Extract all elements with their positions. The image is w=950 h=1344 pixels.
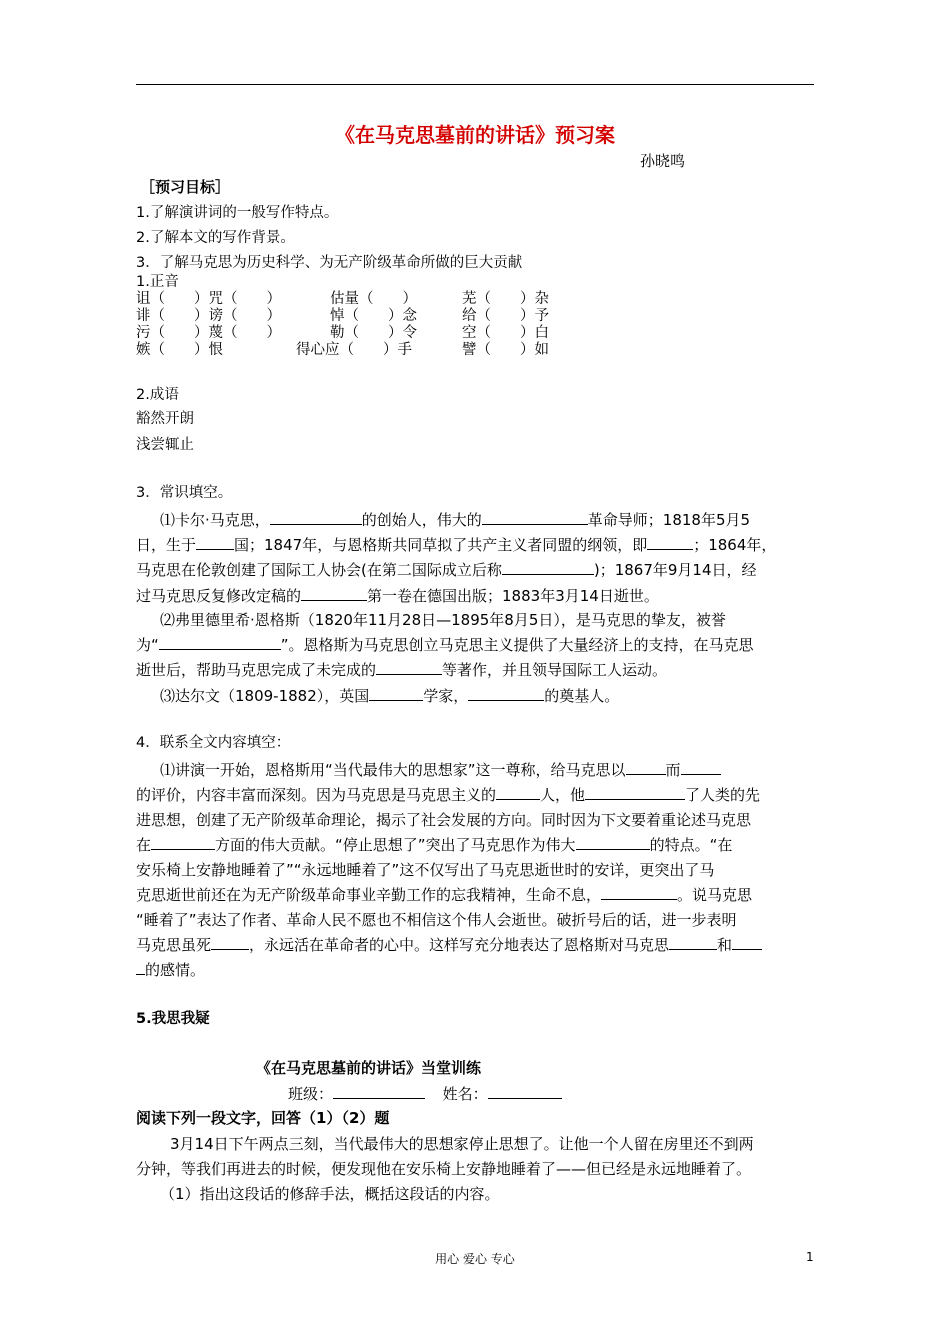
- pronunciation-item: 给（ ）予: [462, 308, 549, 324]
- fill-blank[interactable]: [496, 784, 540, 800]
- passage-line: 3月14日下午两点三刻，当代最伟大的思想家停止思想了。让他一个人留在房里还不到两: [170, 1135, 754, 1153]
- fill-blank[interactable]: [468, 685, 544, 701]
- question-1: （1）指出这段话的修辞手法，概括这段话的内容。: [160, 1185, 500, 1203]
- text-run: ，永远活在革命者的心中。这样写充分地表达了恩格斯对马克思: [249, 936, 670, 954]
- text-run: 的感情。: [145, 961, 206, 979]
- text-run: 了人类的先: [685, 786, 761, 804]
- objective-item: 3．了解马克思为历史科学、为无产阶级革命所做的巨大贡献: [136, 255, 523, 271]
- fill-blank[interactable]: [159, 634, 281, 650]
- pronunciation-item: 诽（ ）谤（ ）: [136, 308, 281, 324]
- text-run: 方面的伟大贡献。“停止思想了”突出了马克思作为伟大: [215, 836, 576, 854]
- text-run: 的特点。“在: [649, 836, 733, 854]
- fill-blank[interactable]: [136, 959, 145, 975]
- footer-motto: 用心 爱心 专心: [435, 1252, 515, 1266]
- text-run: 学家，: [423, 687, 469, 705]
- context-line: [136, 933, 762, 957]
- text-run: 马克思虽死: [136, 936, 212, 954]
- pronunciation-item: 估量（ ）: [330, 291, 417, 307]
- fill-blank[interactable]: [647, 534, 693, 550]
- passage-line: 分钟，等我们再进去的时候，便发现他在安乐椅上安静地睡着了——但已经是永远地睡着了。: [136, 1160, 752, 1178]
- reading-instruction: 阅读下列一段文字，回答（1）（2）题: [136, 1109, 390, 1127]
- text-run: 。说马克思: [677, 886, 753, 904]
- context-line: [136, 833, 732, 857]
- pronunciation-item: 诅（ ）咒（ ）: [136, 291, 281, 307]
- practice-title: 《在马克思墓前的讲话》当堂训练: [256, 1059, 482, 1077]
- context-line: [160, 758, 721, 782]
- text-run: 在: [136, 836, 152, 854]
- text-run: 等著作，并且领导国际工人运动。: [442, 661, 668, 679]
- pronunciation-item: 得心应（ ）手: [296, 342, 412, 358]
- name-field[interactable]: [488, 1083, 562, 1099]
- knowledge-p2-line: [136, 658, 667, 682]
- text-run: ⑶达尔文（1809-1882），英国: [160, 687, 370, 705]
- text-run: 逝世后，帮助马克思完成了未完成的: [136, 661, 377, 679]
- text-run: 第一卷在德国出版；1883年3月14日逝世。: [367, 587, 659, 605]
- fill-blank[interactable]: [681, 759, 721, 775]
- context-line: [136, 958, 205, 982]
- pronunciation-item: 譬（ ）如: [462, 342, 549, 358]
- fill-blank[interactable]: [482, 509, 588, 525]
- fill-blank[interactable]: [502, 559, 594, 575]
- knowledge-p1-line: [136, 533, 776, 557]
- class-field[interactable]: [333, 1083, 425, 1099]
- objective-item: 2.了解本文的写作背景。: [136, 230, 295, 246]
- idiom-item: 浅尝辄止: [136, 437, 194, 453]
- text-run: 日，生于: [136, 536, 197, 554]
- text-run: 人，他: [540, 786, 586, 804]
- knowledge-p1-line: [136, 558, 757, 582]
- text-run: ⑴卡尔·马克思，: [160, 511, 270, 529]
- pronunciation-item: 勒（ ）令: [330, 325, 417, 341]
- pronunciation-heading: 1.正音: [136, 274, 179, 290]
- fill-blank[interactable]: [732, 934, 762, 950]
- fill-blank[interactable]: [376, 659, 442, 675]
- text-run: )；1867年9月14日，经: [593, 561, 757, 579]
- class-label: 班级：: [288, 1085, 334, 1103]
- pronunciation-item: 芜（ ）杂: [462, 291, 549, 307]
- context-line: “睡着了”表达了作者、革命人民不愿也不相信这个伟人会逝世。破折号后的话，进一步表明: [136, 911, 737, 929]
- text-run: ；1864年，: [693, 536, 777, 554]
- page-title: 《在马克思墓前的讲话》预习案: [335, 123, 615, 147]
- context-line: [136, 783, 760, 807]
- fill-blank[interactable]: [151, 834, 215, 850]
- context-line: 安乐椅上安静地睡着了”“永远地睡着了”这不仅写出了马克思逝世时的安详，更突出了马: [136, 861, 715, 879]
- page-number: 1: [806, 1250, 814, 1264]
- fill-blank[interactable]: [576, 834, 650, 850]
- text-run: 和: [717, 936, 733, 954]
- text-run: 的评价，内容丰富而深刻。因为马克思是马克思主义的: [136, 786, 497, 804]
- objectives-heading: ［预习目标］: [140, 178, 231, 196]
- context-line: 进思想，创建了无产阶级革命理论，揭示了社会发展的方向。同时因为下文要着重论述马克思: [136, 811, 752, 829]
- text-run: 的创始人，伟大的: [361, 511, 482, 529]
- idiom-item: 豁然开朗: [136, 411, 194, 427]
- text-run: ”。恩格斯为马克思创立马克思主义提供了大量经济上的支持，在马克思: [280, 636, 754, 654]
- text-run: 国；1847年，与恩格斯共同草拟了共产主义者同盟的纲领，即: [234, 536, 648, 554]
- knowledge-p3-line: [160, 684, 619, 708]
- reflection-heading: 5.我思我疑: [136, 1011, 210, 1027]
- knowledge-p2-line: ⑵弗里德里希·恩格斯（1820年11月28日—1895年8月5日），是马克思的挚友，被誉: [160, 611, 726, 629]
- pronunciation-item: 嫉（ ）恨: [136, 342, 223, 358]
- pronunciation-item: 悼（ ）念: [330, 308, 417, 324]
- objective-item: 1.了解演讲词的一般写作特点。: [136, 205, 339, 221]
- header-rule: [136, 84, 814, 85]
- context-heading: 4．联系全文内容填空：: [136, 735, 291, 751]
- text-run: 革命导师；1818年5月5: [587, 511, 751, 529]
- fill-blank[interactable]: [585, 784, 685, 800]
- fill-blank[interactable]: [369, 685, 423, 701]
- knowledge-heading: 3．常识填空。: [136, 485, 233, 501]
- author: 孙晓鸣: [640, 152, 686, 170]
- fill-blank[interactable]: [270, 509, 362, 525]
- context-line: [136, 883, 752, 907]
- student-info: [288, 1082, 562, 1106]
- name-label: 姓名：: [442, 1085, 488, 1103]
- knowledge-p2-line: [136, 633, 754, 657]
- fill-blank[interactable]: [669, 934, 717, 950]
- text-run: 马克思在伦敦创建了国际工人协会(在第二国际成立后称: [136, 561, 502, 579]
- text-run: 为“: [136, 636, 159, 654]
- fill-blank[interactable]: [626, 759, 666, 775]
- knowledge-p1-line: [136, 584, 659, 608]
- pronunciation-item: 污（ ）蔑（ ）: [136, 325, 281, 341]
- fill-blank[interactable]: [601, 884, 677, 900]
- text-run: 克思逝世前还在为无产阶级革命事业辛勤工作的忘我精神，生命不息，: [136, 886, 602, 904]
- pronunciation-item: 空（ ）白: [462, 325, 549, 341]
- text-run: 过马克思反复修改定稿的: [136, 587, 302, 605]
- idioms-heading: 2.成语: [136, 387, 179, 403]
- knowledge-p1-line: [160, 508, 750, 532]
- text-run: 而: [665, 761, 681, 779]
- text-run: 的奠基人。: [544, 687, 620, 705]
- fill-blank[interactable]: [211, 934, 249, 950]
- fill-blank[interactable]: [301, 585, 367, 601]
- text-run: ⑴讲演一开始，恩格斯用“当代最伟大的思想家”这一尊称，给马克思以: [160, 761, 626, 779]
- fill-blank[interactable]: [196, 534, 234, 550]
